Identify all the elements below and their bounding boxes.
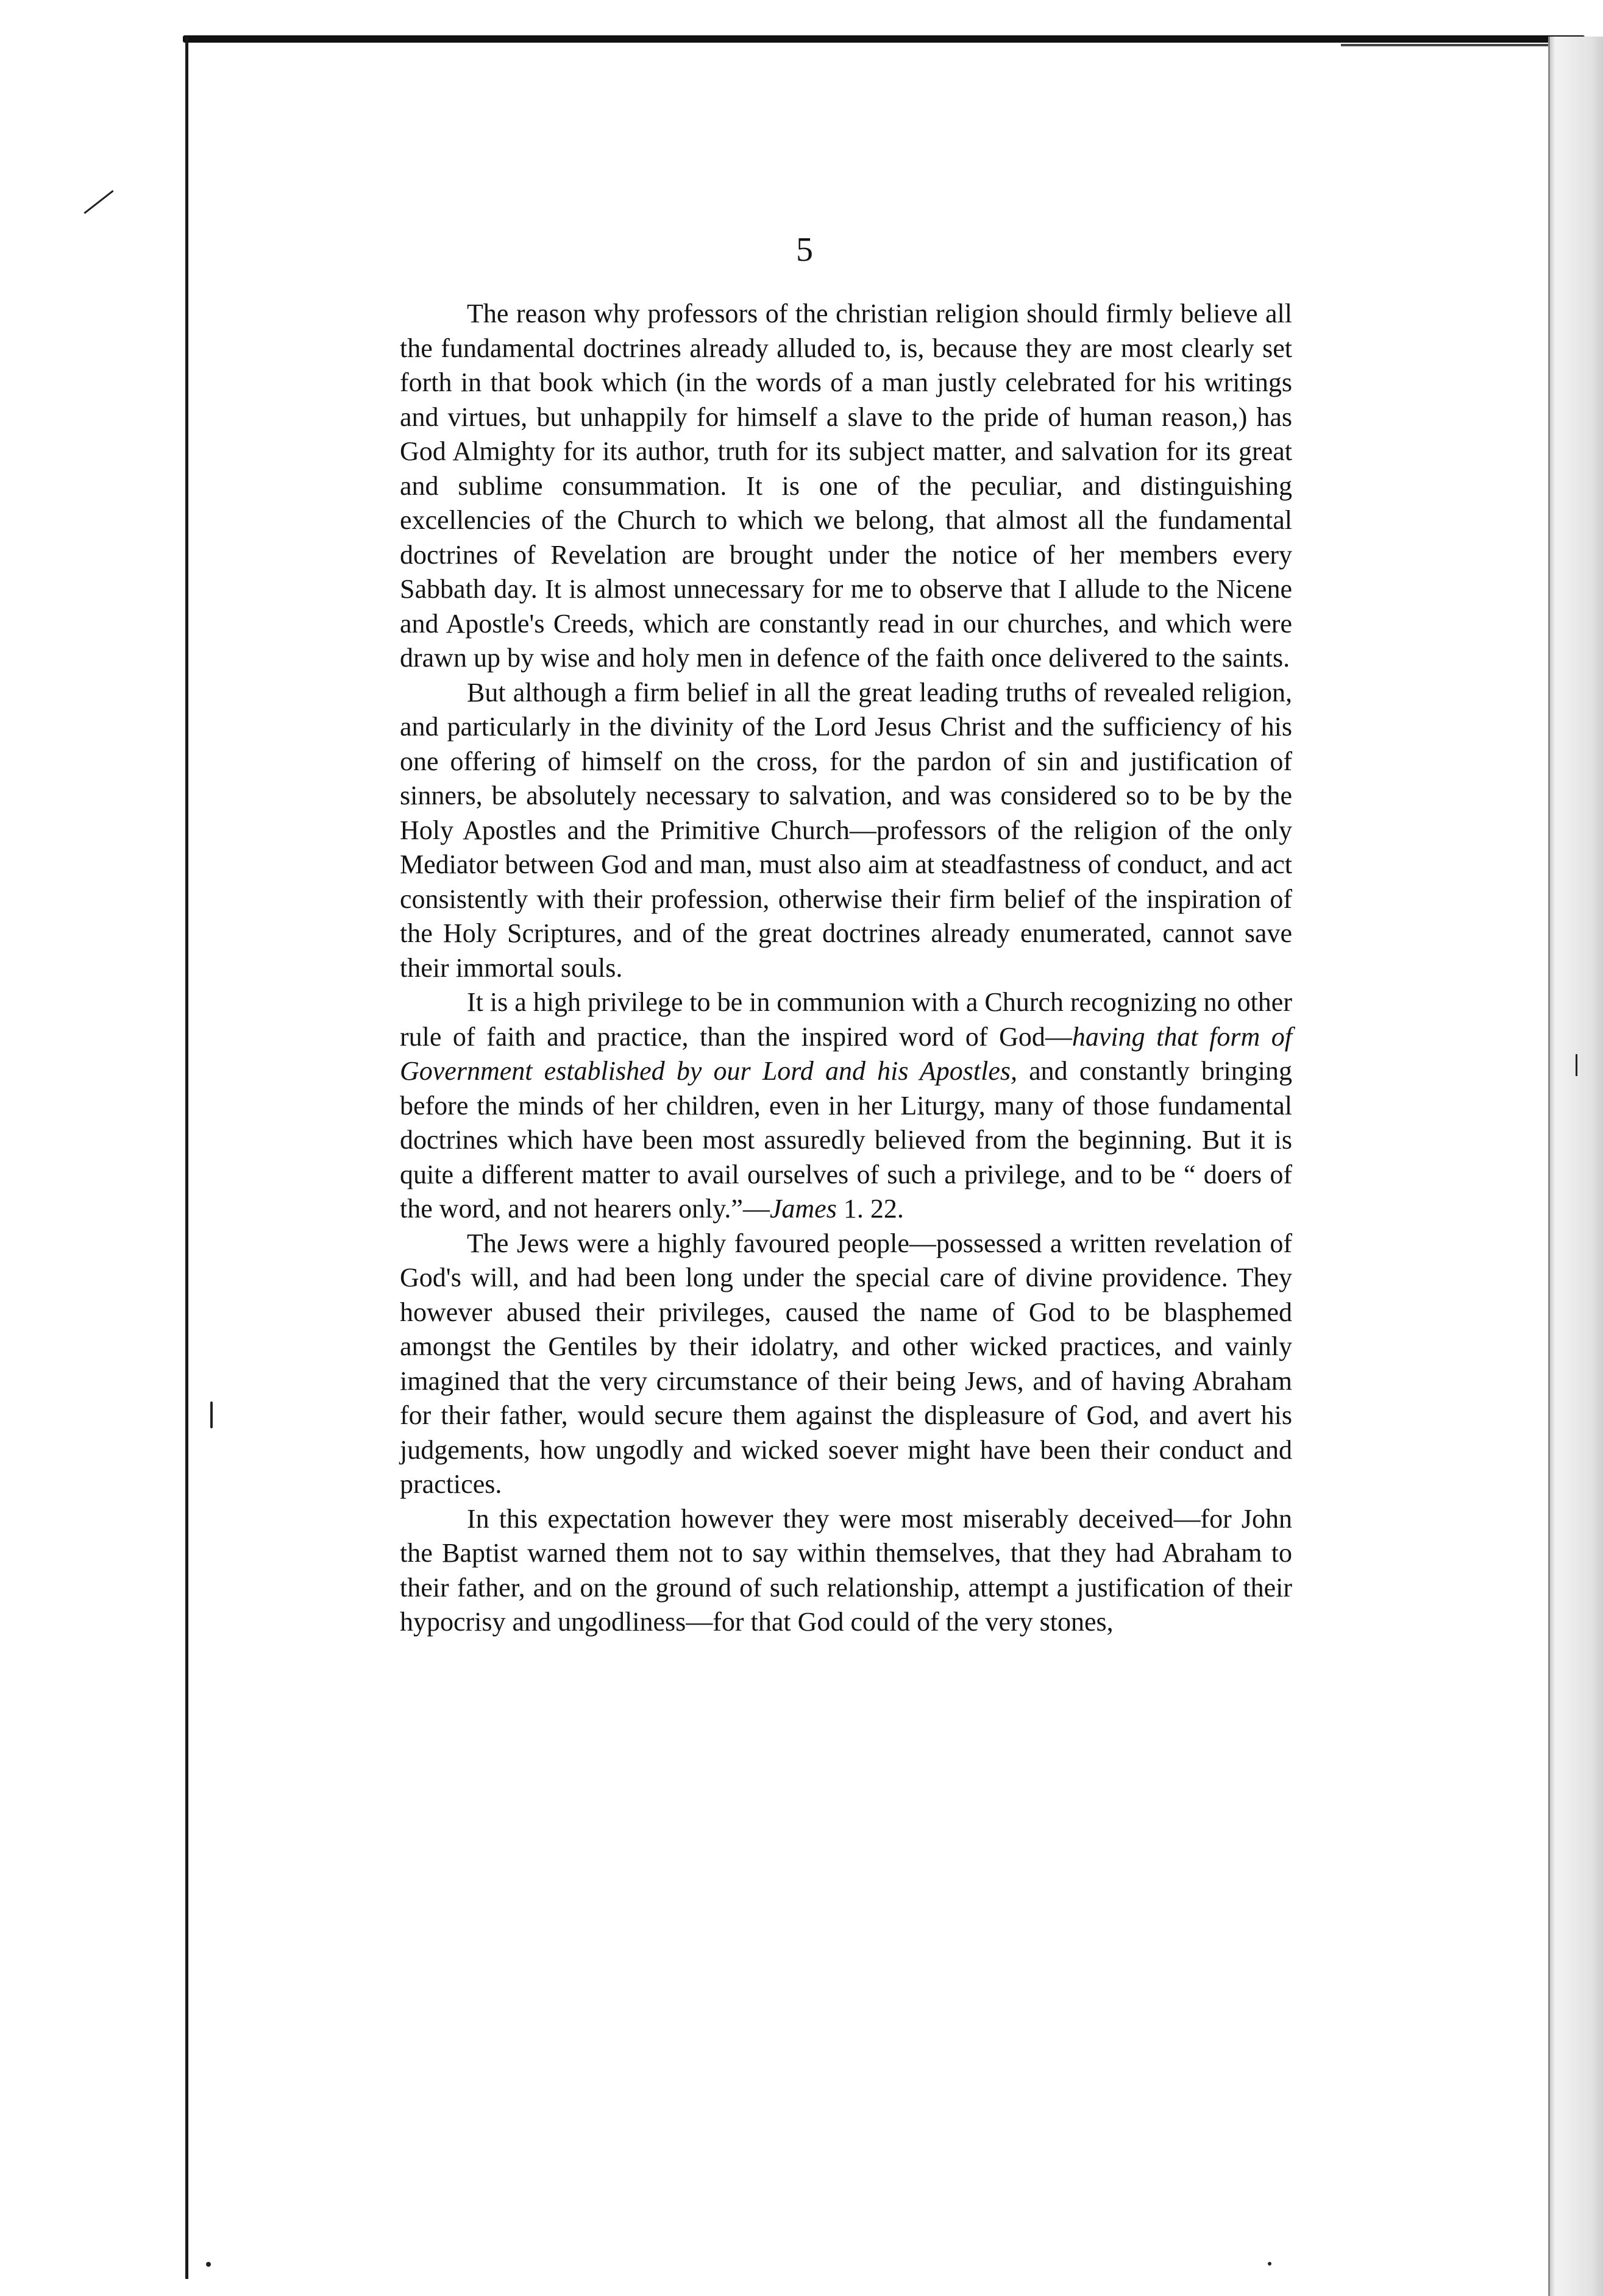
scan-mark <box>206 2262 211 2267</box>
scan-border-top <box>183 35 1585 43</box>
scan-border-left <box>185 37 188 2279</box>
paragraph-text: and constantly bringing before the minds of her children, even in her Liturgy, many of those fundamental doctrines which have been most assuredly believed from the beginning. But it is quite a different matter to avail ourselves of such a privilege, and to be “ doers of the word, and not hearers only.”— <box>400 1056 1292 1224</box>
scan-page-edge-line <box>1548 37 1550 2296</box>
body-text <box>400 297 1292 1640</box>
paragraph-text: It is a high privilege to be in communion with a Church recognizing no other rule of faith and practice, than the inspired word of God— <box>400 987 1292 1052</box>
scan-mark <box>1576 1054 1577 1076</box>
scan-mark <box>210 1401 213 1428</box>
paragraph: But although a firm belief in all the great leading truths of revealed religion, and particularly in the divinity of the Lord Jesus Christ and the sufficiency of his one offering of himself on the cross, for the pardon of sin and justification of sinners, be absolutely necessary to salvation, and was considered so to be by the Holy Apostles and the Primitive Church—professors of the religion of the only Mediator between God and man, must also aim at steadfastness of conduct, and act consistently with their profession, otherwise their firm belief of the inspiration of the Holy Scriptures, and of the great doctrines already enumerated, cannot save their immortal souls. <box>400 677 1292 983</box>
paragraph: The Jews were a highly favoured people—possessed a written revelation of God's will, and had been long under the special care of divine providence. They however abused their privileges, caused the name of God to be blasphemed amongst the Gentiles by their idolatry, and other wicked practices, and vainly imagined that the very circumstance of their being Jews, and of having Abraham for their father, would secure them against the displeasure of God, and avert his judgements, how ungodly and wicked soever might have been their conduct and practices. <box>400 1228 1292 1499</box>
paragraph <box>400 985 1292 1227</box>
paragraph: The reason why professors of the christian religion should firmly believe all the fundamental doctrines already alluded to, is, because they are most clearly set forth in that book which (in the words of a man justly celebrated for his writings and virtues, but unhappily for himself a slave to the pride of human reason,) has God Almighty for its author, truth for its subject matter, and salvation for its great and sublime consummation. It is one of the peculiar, and distinguishing excellencies of the Church to which we belong, that almost all the fundamental doctrines of Revelation are brought under the notice of her members every Sabbath day. It is almost unnecessary for me to observe that I allude to the Nicene and Apostle's Creeds, which are constantly read in our churches, and which were drawn up by wise and holy men in defence of the faith once delivered to the saints. <box>400 299 1292 673</box>
page-number: 5 <box>796 231 813 269</box>
citation-reference: 1. 22. <box>836 1194 904 1224</box>
paragraph: In this expectation however they were most miserably deceived—for John the Baptist warned them not to say within themselves, that they had Abraham to their father, and on the ground of such relationship, attempt a justification of their hypocrisy and ungodliness—for that God could of the very stones, <box>400 1503 1292 1637</box>
scan-mark <box>1268 2262 1271 2266</box>
scan-page-edge-right <box>1548 37 1603 2296</box>
scan-mark <box>84 190 113 214</box>
scripture-citation: James <box>769 1194 837 1224</box>
italic-phrase: having that form of Government established by our Lord and his Apostles, <box>400 1021 1292 1086</box>
